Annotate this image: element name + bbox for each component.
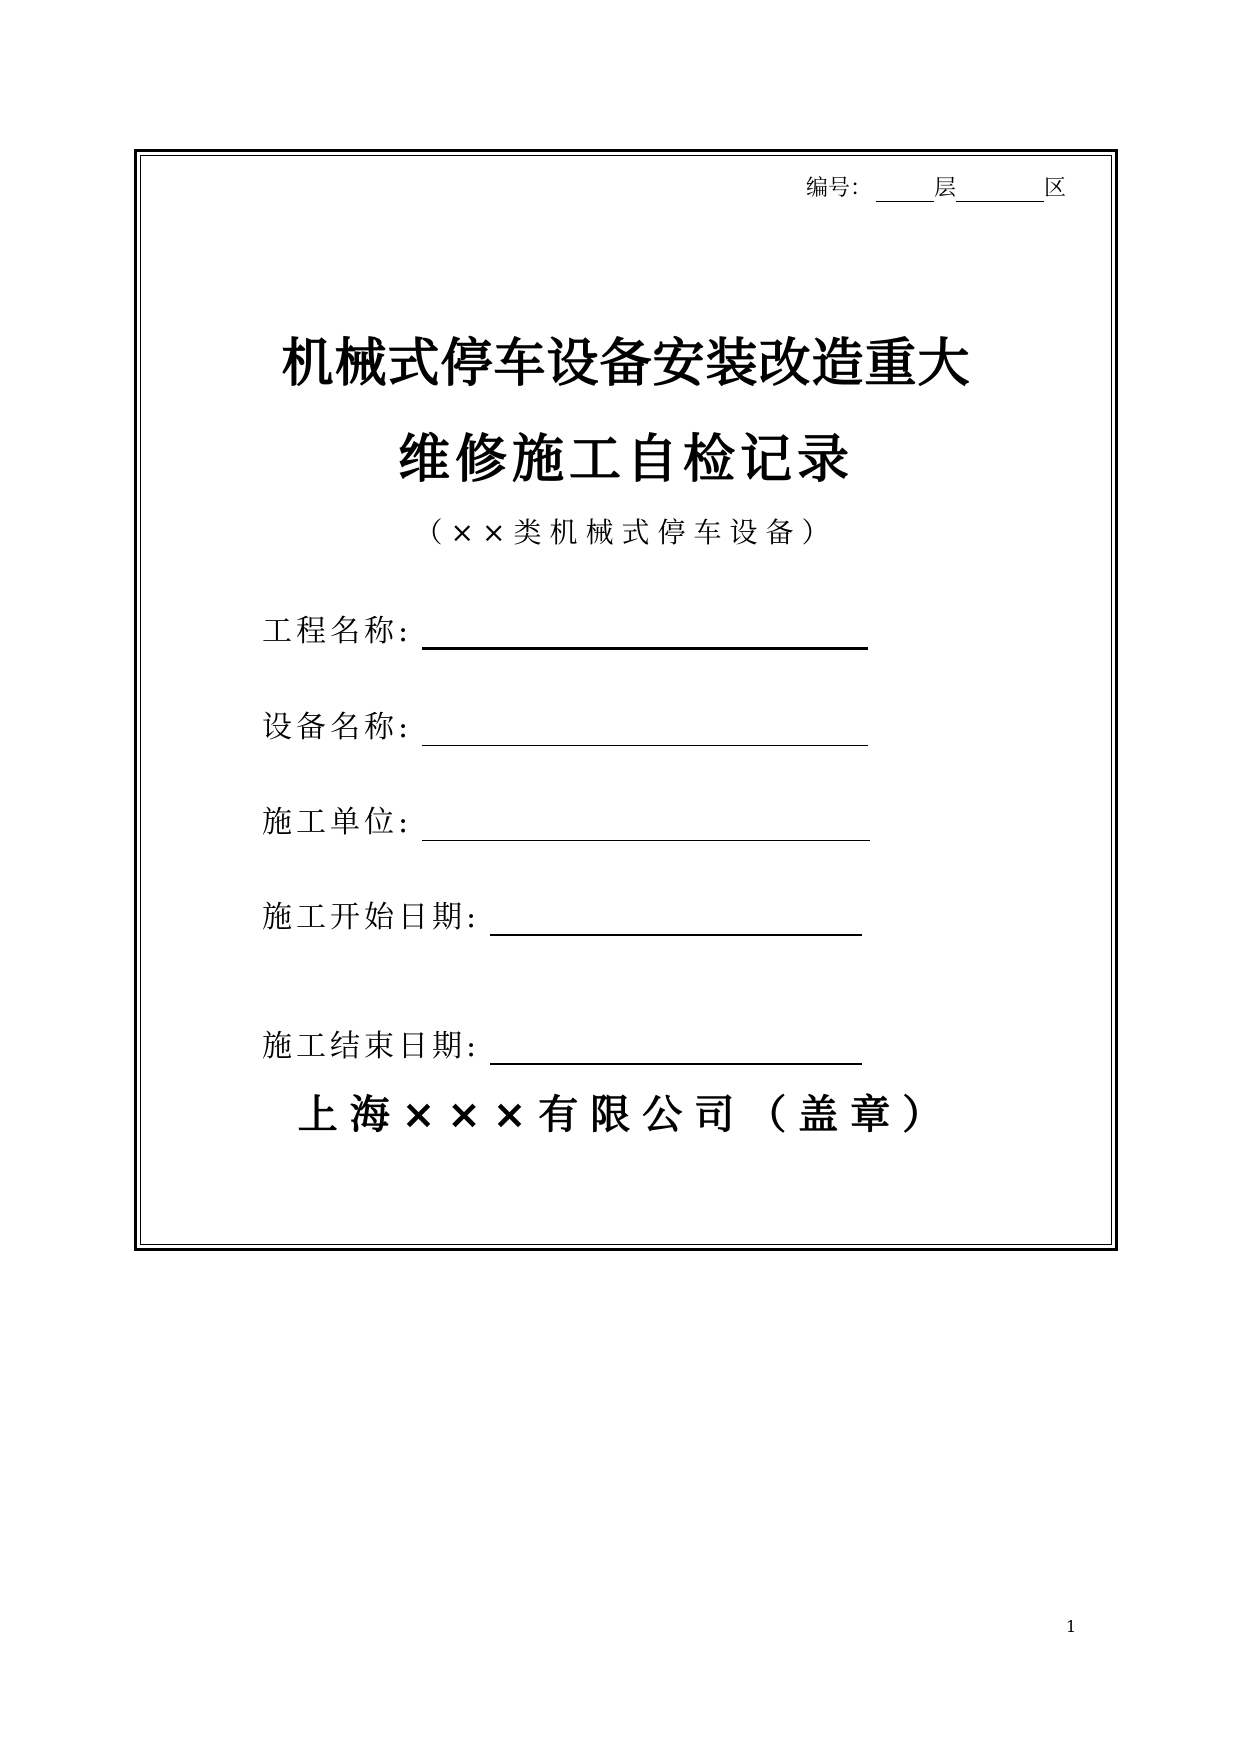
title-line-2: 维修施工自检记录 bbox=[397, 430, 854, 490]
field-end-date bbox=[262, 1029, 862, 1065]
serial-label: 编号： bbox=[806, 176, 873, 201]
field-label: 施工结束日期: bbox=[262, 1029, 481, 1064]
field-label: 施工单位: bbox=[262, 805, 413, 840]
field-start-date bbox=[262, 900, 862, 936]
field-blank[interactable] bbox=[422, 812, 870, 841]
zone-label: 区 bbox=[1044, 176, 1067, 201]
floor-blank[interactable] bbox=[876, 179, 934, 202]
page-number: 1 bbox=[1066, 1617, 1077, 1636]
company-seal-line: 上海×××有限公司（盖章） bbox=[297, 1092, 955, 1138]
field-blank[interactable] bbox=[490, 906, 862, 936]
serial-number-row bbox=[806, 176, 1066, 202]
field-label: 设备名称: bbox=[262, 710, 413, 745]
subtitle: （××类机械式停车设备） bbox=[414, 516, 838, 549]
floor-label: 层 bbox=[934, 176, 957, 201]
field-label: 工程名称: bbox=[262, 614, 413, 649]
field-blank[interactable] bbox=[490, 1035, 862, 1065]
document-frame-inner bbox=[140, 155, 1112, 1245]
field-label: 施工开始日期: bbox=[262, 900, 481, 935]
title-line-1: 机械式停车设备安装改造重大 bbox=[281, 334, 971, 394]
field-construction-unit bbox=[262, 805, 870, 841]
zone-blank[interactable] bbox=[956, 179, 1044, 202]
field-equipment-name bbox=[262, 710, 868, 746]
field-project-name bbox=[262, 614, 868, 650]
field-blank[interactable] bbox=[422, 717, 868, 746]
field-blank[interactable] bbox=[422, 619, 868, 650]
